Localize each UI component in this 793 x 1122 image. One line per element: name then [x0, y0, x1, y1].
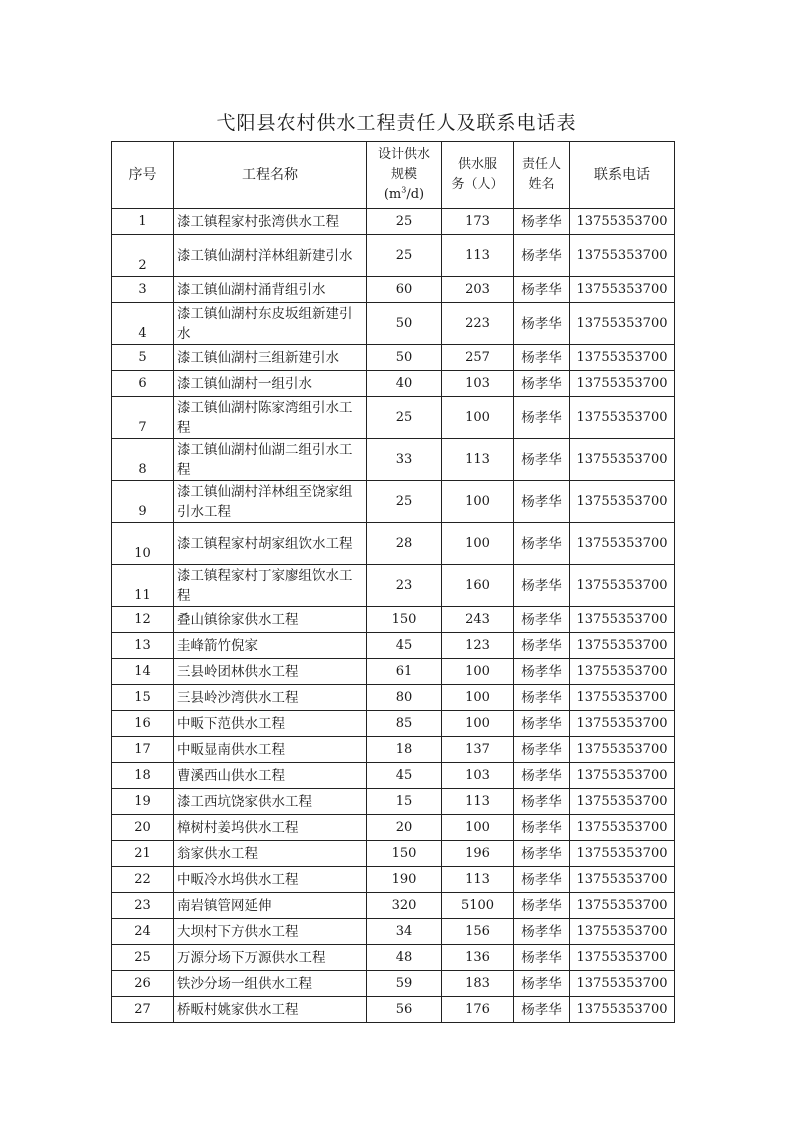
row-number-cell: 6	[112, 371, 174, 397]
header-person-line1: 责任人	[521, 157, 561, 172]
design-capacity-cell: 59	[367, 971, 442, 997]
responsible-person-cell: 杨孝华	[514, 565, 570, 607]
row-number-cell: 5	[112, 345, 174, 371]
project-name-cell: 漆工镇仙湖村东皮坂组新建引水	[174, 303, 367, 345]
contact-phone-cell: 13755353700	[570, 481, 675, 523]
row-number-cell: 8	[112, 439, 174, 481]
contact-phone-cell: 13755353700	[570, 345, 675, 371]
responsible-person-cell: 杨孝华	[514, 235, 570, 277]
responsible-person-cell: 杨孝华	[514, 945, 570, 971]
service-population-cell: 103	[442, 763, 514, 789]
responsible-person-cell: 杨孝华	[514, 763, 570, 789]
responsible-person-cell: 杨孝华	[514, 841, 570, 867]
contact-phone-cell: 13755353700	[570, 685, 675, 711]
header-name: 工程名称	[174, 142, 367, 209]
service-population-cell: 136	[442, 945, 514, 971]
contact-phone-cell: 13755353700	[570, 633, 675, 659]
project-name-cell: 翁家供水工程	[174, 841, 367, 867]
design-capacity-cell: 25	[367, 397, 442, 439]
row-number-cell: 7	[112, 397, 174, 439]
contact-phone-cell: 13755353700	[570, 997, 675, 1023]
table-row	[112, 607, 675, 633]
service-population-cell: 223	[442, 303, 514, 345]
responsible-person-cell: 杨孝华	[514, 481, 570, 523]
contact-phone-cell: 13755353700	[570, 815, 675, 841]
table-row	[112, 815, 675, 841]
row-number-cell: 3	[112, 277, 174, 303]
project-name-cell: 万源分场下万源供水工程	[174, 945, 367, 971]
row-number-cell: 24	[112, 919, 174, 945]
contact-phone-cell: 13755353700	[570, 919, 675, 945]
row-number-cell: 14	[112, 659, 174, 685]
design-capacity-cell: 45	[367, 763, 442, 789]
responsible-person-cell: 杨孝华	[514, 971, 570, 997]
table-row	[112, 235, 675, 277]
table-row	[112, 565, 675, 607]
table-row	[112, 633, 675, 659]
table-row	[112, 919, 675, 945]
service-population-cell: 257	[442, 345, 514, 371]
table-row	[112, 303, 675, 345]
table-row	[112, 209, 675, 235]
responsible-person-cell: 杨孝华	[514, 789, 570, 815]
contact-phone-cell: 13755353700	[570, 523, 675, 565]
table-row	[112, 841, 675, 867]
header-capacity-unit: $(m^3/d)$	[383, 185, 425, 202]
service-population-cell: 100	[442, 523, 514, 565]
row-number-cell: 1	[112, 209, 174, 235]
row-number-cell: 16	[112, 711, 174, 737]
project-name-cell: 漆工镇仙湖村仙湖二组引水工程	[174, 439, 367, 481]
contact-phone-cell: 13755353700	[570, 789, 675, 815]
contact-phone-cell: 13755353700	[570, 711, 675, 737]
service-population-cell: 203	[442, 277, 514, 303]
responsible-person-cell: 杨孝华	[514, 659, 570, 685]
header-capacity-line1: 设计供水	[377, 147, 430, 162]
project-name-cell: 三县岭沙湾供水工程	[174, 685, 367, 711]
design-capacity-cell: 20	[367, 815, 442, 841]
contact-phone-cell: 13755353700	[570, 763, 675, 789]
page-title: 弋阳县农村供水工程责任人及联系电话表	[216, 112, 577, 134]
contact-phone-cell: 13755353700	[570, 971, 675, 997]
contact-table	[111, 141, 675, 1023]
table-row	[112, 763, 675, 789]
design-capacity-cell: 33	[367, 439, 442, 481]
row-number-cell: 2	[112, 235, 174, 277]
design-capacity-cell: 60	[367, 277, 442, 303]
design-capacity-cell: 85	[367, 711, 442, 737]
service-population-cell: 100	[442, 397, 514, 439]
contact-phone-cell: 13755353700	[570, 235, 675, 277]
service-population-cell: 137	[442, 737, 514, 763]
design-capacity-cell: 48	[367, 945, 442, 971]
header-capacity-line2: 规模	[390, 167, 417, 182]
responsible-person-cell: 杨孝华	[514, 345, 570, 371]
service-population-cell: 176	[442, 997, 514, 1023]
row-number-cell: 15	[112, 685, 174, 711]
service-population-cell: 113	[442, 789, 514, 815]
project-name-cell: 铁沙分场一组供水工程	[174, 971, 367, 997]
table-body	[112, 209, 675, 1023]
project-name-cell: 曹溪西山供水工程	[174, 763, 367, 789]
service-population-cell: 100	[442, 815, 514, 841]
responsible-person-cell: 杨孝华	[514, 523, 570, 565]
project-name-cell: 漆工镇仙湖村陈家湾组引水工程	[174, 397, 367, 439]
project-name-cell: 中畈冷水坞供水工程	[174, 867, 367, 893]
project-name-cell: 南岩镇管网延伸	[174, 893, 367, 919]
design-capacity-cell: 28	[367, 523, 442, 565]
row-number-cell: 12	[112, 607, 174, 633]
service-population-cell: 156	[442, 919, 514, 945]
service-population-cell: 103	[442, 371, 514, 397]
design-capacity-cell: 61	[367, 659, 442, 685]
table-row	[112, 523, 675, 565]
responsible-person-cell: 杨孝华	[514, 277, 570, 303]
design-capacity-cell: 40	[367, 371, 442, 397]
project-name-cell: 圭峰箭竹倪家	[174, 633, 367, 659]
service-population-cell: 183	[442, 971, 514, 997]
project-name-cell: 大坝村下方供水工程	[174, 919, 367, 945]
service-population-cell: 5100	[442, 893, 514, 919]
row-number-cell: 22	[112, 867, 174, 893]
service-population-cell: 100	[442, 659, 514, 685]
row-number-cell: 17	[112, 737, 174, 763]
row-number-cell: 26	[112, 971, 174, 997]
design-capacity-cell: 50	[367, 345, 442, 371]
row-number-cell: 25	[112, 945, 174, 971]
contact-phone-cell: 13755353700	[570, 397, 675, 439]
contact-phone-cell: 13755353700	[570, 303, 675, 345]
service-population-cell: 100	[442, 481, 514, 523]
table-row	[112, 685, 675, 711]
design-capacity-cell: 190	[367, 867, 442, 893]
row-number-cell: 20	[112, 815, 174, 841]
design-capacity-cell: 23	[367, 565, 442, 607]
header-capacity	[367, 142, 442, 209]
project-name-cell: 叠山镇徐家供水工程	[174, 607, 367, 633]
table-row	[112, 737, 675, 763]
contact-phone-cell: 13755353700	[570, 659, 675, 685]
project-name-cell: 漆工镇程家村张湾供水工程	[174, 209, 367, 235]
responsible-person-cell: 杨孝华	[514, 633, 570, 659]
project-name-cell: 漆工镇仙湖村三组新建引水	[174, 345, 367, 371]
service-population-cell: 243	[442, 607, 514, 633]
service-population-cell: 100	[442, 711, 514, 737]
table-row	[112, 867, 675, 893]
responsible-person-cell: 杨孝华	[514, 815, 570, 841]
header-person-line2: 姓名	[528, 177, 555, 192]
service-population-cell: 100	[442, 685, 514, 711]
responsible-person-cell: 杨孝华	[514, 397, 570, 439]
table-row	[112, 997, 675, 1023]
contact-phone-cell: 13755353700	[570, 867, 675, 893]
row-number-cell: 13	[112, 633, 174, 659]
row-number-cell: 27	[112, 997, 174, 1023]
design-capacity-cell: 25	[367, 481, 442, 523]
design-capacity-cell: 56	[367, 997, 442, 1023]
table-row	[112, 439, 675, 481]
responsible-person-cell: 杨孝华	[514, 685, 570, 711]
table-row	[112, 277, 675, 303]
header-person	[514, 142, 570, 209]
design-capacity-cell: 150	[367, 841, 442, 867]
design-capacity-cell: 25	[367, 209, 442, 235]
project-name-cell: 桥畈村姚家供水工程	[174, 997, 367, 1023]
service-population-cell: 113	[442, 235, 514, 277]
project-name-cell: 漆工西坑饶家供水工程	[174, 789, 367, 815]
header-no: 序号	[112, 142, 174, 209]
project-name-cell: 漆工镇仙湖村一组引水	[174, 371, 367, 397]
design-capacity-cell: 45	[367, 633, 442, 659]
contact-phone-cell: 13755353700	[570, 945, 675, 971]
table-row	[112, 481, 675, 523]
project-name-cell: 漆工镇程家村胡家组饮水工程	[174, 523, 367, 565]
table-row	[112, 945, 675, 971]
contact-phone-cell: 13755353700	[570, 439, 675, 481]
row-number-cell: 19	[112, 789, 174, 815]
contact-phone-cell: 13755353700	[570, 371, 675, 397]
project-name-cell: 樟树村姜坞供水工程	[174, 815, 367, 841]
project-name-cell: 漆工镇仙湖村涌背组引水	[174, 277, 367, 303]
project-name-cell: 中畈显南供水工程	[174, 737, 367, 763]
design-capacity-cell: 15	[367, 789, 442, 815]
row-number-cell: 23	[112, 893, 174, 919]
header-service-line1: 供水服	[457, 157, 497, 172]
table-row	[112, 397, 675, 439]
service-population-cell: 196	[442, 841, 514, 867]
responsible-person-cell: 杨孝华	[514, 893, 570, 919]
project-name-cell: 漆工镇仙湖村洋林组至饶家组引水工程	[174, 481, 367, 523]
design-capacity-cell: 80	[367, 685, 442, 711]
table-header-row	[112, 142, 675, 209]
header-phone: 联系电话	[570, 142, 675, 209]
design-capacity-cell: 18	[367, 737, 442, 763]
project-name-cell: 漆工镇程家村丁家廖组饮水工程	[174, 565, 367, 607]
design-capacity-cell: 320	[367, 893, 442, 919]
contact-phone-cell: 13755353700	[570, 607, 675, 633]
responsible-person-cell: 杨孝华	[514, 997, 570, 1023]
table-row	[112, 893, 675, 919]
responsible-person-cell: 杨孝华	[514, 303, 570, 345]
table-row	[112, 711, 675, 737]
table-row	[112, 659, 675, 685]
table-row	[112, 371, 675, 397]
responsible-person-cell: 杨孝华	[514, 737, 570, 763]
row-number-cell: 10	[112, 523, 174, 565]
design-capacity-cell: 34	[367, 919, 442, 945]
row-number-cell: 21	[112, 841, 174, 867]
row-number-cell: 9	[112, 481, 174, 523]
responsible-person-cell: 杨孝华	[514, 607, 570, 633]
contact-phone-cell: 13755353700	[570, 841, 675, 867]
service-population-cell: 113	[442, 867, 514, 893]
responsible-person-cell: 杨孝华	[514, 711, 570, 737]
responsible-person-cell: 杨孝华	[514, 919, 570, 945]
contact-phone-cell: 13755353700	[570, 565, 675, 607]
contact-phone-cell: 13755353700	[570, 737, 675, 763]
responsible-person-cell: 杨孝华	[514, 371, 570, 397]
table-row	[112, 345, 675, 371]
row-number-cell: 4	[112, 303, 174, 345]
design-capacity-cell: 50	[367, 303, 442, 345]
service-population-cell: 160	[442, 565, 514, 607]
responsible-person-cell: 杨孝华	[514, 867, 570, 893]
header-service	[442, 142, 514, 209]
project-name-cell: 中畈下范供水工程	[174, 711, 367, 737]
responsible-person-cell: 杨孝华	[514, 439, 570, 481]
design-capacity-cell: 25	[367, 235, 442, 277]
project-name-cell: 漆工镇仙湖村洋林组新建引水	[174, 235, 367, 277]
table-row	[112, 971, 675, 997]
service-population-cell: 173	[442, 209, 514, 235]
design-capacity-cell: 150	[367, 607, 442, 633]
contact-phone-cell: 13755353700	[570, 209, 675, 235]
contact-phone-cell: 13755353700	[570, 277, 675, 303]
header-service-line2: 务（人）	[451, 177, 504, 192]
row-number-cell: 18	[112, 763, 174, 789]
service-population-cell: 113	[442, 439, 514, 481]
table-row	[112, 789, 675, 815]
service-population-cell: 123	[442, 633, 514, 659]
responsible-person-cell: 杨孝华	[514, 209, 570, 235]
row-number-cell: 11	[112, 565, 174, 607]
project-name-cell: 三县岭团林供水工程	[174, 659, 367, 685]
contact-phone-cell: 13755353700	[570, 893, 675, 919]
